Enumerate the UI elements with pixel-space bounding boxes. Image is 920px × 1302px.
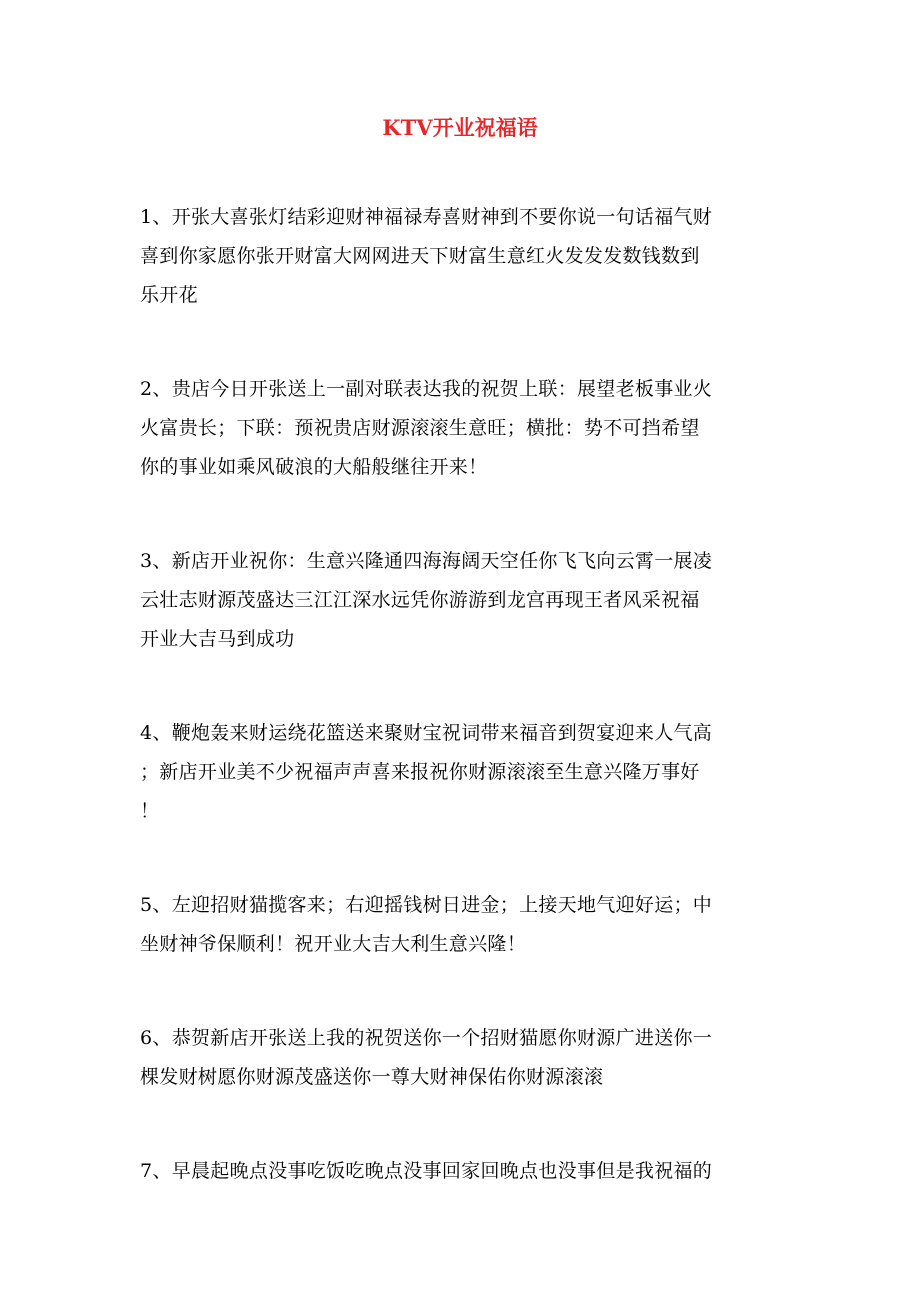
text-line: 火富贵长；下联：预祝贵店财源滚滚生意旺；横批：势不可挡希望 xyxy=(140,417,700,439)
text-line: 乐开花 xyxy=(140,284,198,306)
text-line: 你的事业如乘风破浪的大船般继往开来！ xyxy=(140,456,488,478)
text-line: 3、新店开业祝你：生意兴隆通四海海阔天空任你飞飞向云霄一展凌 xyxy=(140,550,713,572)
blessing-item-5 xyxy=(140,886,780,964)
blessing-item-1 xyxy=(140,198,780,315)
text-line: 1、开张大喜张灯结彩迎财神福禄寿喜财神到不要你说一句话福气财 xyxy=(140,206,713,228)
blessing-item-3 xyxy=(140,542,780,659)
text-line: 2、贵店今日开张送上一副对联表达我的祝贺上联：展望老板事业火 xyxy=(140,378,713,400)
text-line: 喜到你家愿你张开财富大网网进天下财富生意红火发发发数钱数到 xyxy=(140,245,700,267)
text-line: 7、早晨起晚点没事吃饭吃晚点没事回家回晚点也没事但是我祝福的 xyxy=(140,1160,713,1182)
blessing-item-2 xyxy=(140,370,780,487)
text-line: ！ xyxy=(140,800,160,822)
text-line: 4、鞭炮轰来财运绕花篮送来聚财宝祝词带来福音到贺宴迎来人气高 xyxy=(140,722,713,744)
blessing-item-7 xyxy=(140,1152,780,1191)
text-line: 开业大吉马到成功 xyxy=(140,628,295,650)
text-line: 坐财神爷保顺利！祝开业大吉大利生意兴隆！ xyxy=(140,933,527,955)
page-title: KTV开业祝福语 xyxy=(382,115,538,140)
text-line: 云壮志财源茂盛达三江江深水远凭你游游到龙宫再现王者风采祝福 xyxy=(140,589,700,611)
blessing-item-6 xyxy=(140,1019,780,1097)
text-line: 棵发财树愿你财源茂盛送你一尊大财神保佑你财源滚滚 xyxy=(140,1066,604,1088)
text-line: 5、左迎招财猫揽客来；右迎摇钱树日进金；上接天地气迎好运；中 xyxy=(140,894,713,916)
text-line: 6、恭贺新店开张送上我的祝贺送你一个招财猫愿你财源广进送你一 xyxy=(140,1027,713,1049)
text-line: ；新店开业美不少祝福声声喜来报祝你财源滚滚至生意兴隆万事好 xyxy=(140,761,700,783)
blessing-list xyxy=(140,198,780,1246)
blessing-item-4 xyxy=(140,714,780,831)
